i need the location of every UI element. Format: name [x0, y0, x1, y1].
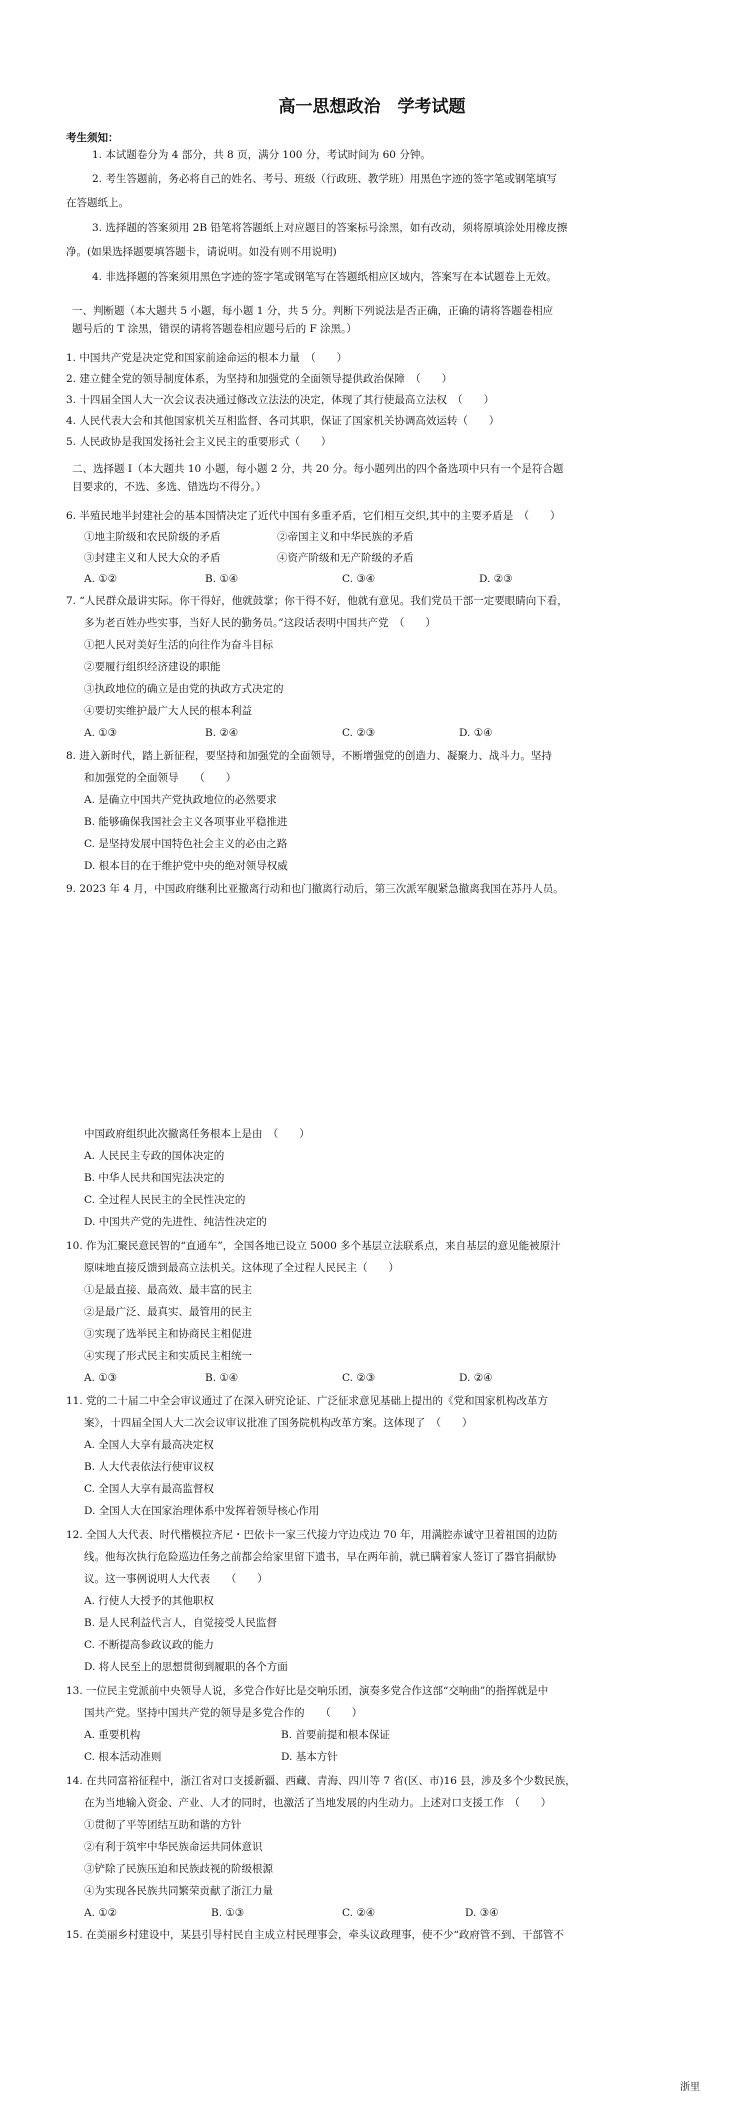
q9-option-d: D. 中国共产党的先进性、纯洁性决定的	[84, 1216, 267, 1228]
q10-choice-b: B. ①④	[205, 1372, 239, 1384]
q14-option-2: ②有利于筑牢中华民族命运共同体意识	[84, 1841, 263, 1853]
part2-intro-2: 目要求的，不选、多选、错选均不得分。）	[72, 481, 267, 493]
question-12-stem-2: 线。他每次执行危险巡边任务之前都会给家里留下遗书，早在两年前，就已瞒着家人签订了器官捐献协	[84, 1551, 557, 1563]
question-15-stem-1: 15. 在美丽乡村建设中，某县引导村民自主成立村民理事会，牵头议政理事，使不少“政府管不到、干部管不	[66, 1929, 564, 1941]
q6-choice-d: D. ②③	[479, 573, 513, 585]
question-14-stem-1: 14. 在共同富裕征程中，浙江省对口支援新疆、西藏、青海、四川等 7 省(区、市)16 县，涉及多个少数民族，	[66, 1775, 576, 1787]
q7-option-1: ①把人民对美好生活的向往作为奋斗目标	[84, 639, 273, 651]
q10-option-1: ①是最直接、最高效、最丰富的民主	[84, 1284, 252, 1296]
notice-line-3a: 3. 选择题的答案须用 2B 铅笔将答题纸上对应题目的答案标号涂黑，如有改动，须将原填涂处用橡皮擦	[92, 222, 568, 234]
question-8-stem-1: 8. 进入新时代，踏上新征程，要坚持和加强党的全面领导，不断增强党的创造力、凝聚力、战斗力。坚持	[66, 750, 552, 762]
question-4: 4. 人民代表大会和其他国家机关互相监督、各司其职，保证了国家机关协调高效运转（ ）	[66, 415, 500, 427]
question-2: 2. 建立健全党的领导制度体系，为坚持和加强党的全面领导提供政治保障 （ ）	[66, 373, 453, 385]
question-9-stem: 9. 2023 年 4 月，中国政府继利比亚撤离行动和也门撤离行动后，第三次派军舰紧急撤离我国在苏丹人员。	[66, 883, 564, 895]
notice-line-2a: 2. 考生答题前，务必将自己的姓名、考号、班级（行政班、教学班）用黑色字迹的签字笔或钢笔填写	[92, 173, 557, 185]
question-6-stem: 6. 半殖民地半封建社会的基本国情决定了近代中国有多重矛盾，它们相互交织,其中的主要矛盾是 （ ）	[66, 510, 561, 522]
q13-option-c: C. 根本活动准则	[84, 1751, 162, 1763]
question-14-stem-2: 在为当地输入资金、产业、人才的同时，也激活了当地发展的内生动力。上述对口支援工作 （ ）	[84, 1797, 552, 1809]
question-12-stem-3: 议。这一事例说明人大代表 （ ）	[84, 1573, 268, 1585]
q7-option-4: ④要切实维护最广大人民的根本利益	[84, 705, 252, 717]
q12-option-d: D. 将人民至上的思想贯彻到履职的各个方面	[84, 1661, 288, 1673]
question-7-stem-2: 多为老百姓办些实事，当好人民的勤务员。”这段话表明中国共产党 （ ）	[84, 617, 436, 629]
q14-choice-d: D. ③④	[465, 1907, 499, 1919]
q6-choice-a: A. ①②	[84, 573, 118, 585]
q6-option-3: ③封建主义和人民大众的矛盾	[84, 552, 221, 564]
question-11-stem-1: 11. 党的二十届二中全会审议通过了在深入研究论证、广泛征求意见基础上提出的《党和国家机构改革方	[66, 1395, 549, 1407]
q7-choice-c: C. ②③	[342, 727, 376, 739]
question-12-stem-1: 12. 全国人大代表、时代楷模拉齐尼・巴依卡一家三代接力守边戍边 70 年，用满腔赤诚守卫着祖国的边防	[66, 1529, 558, 1541]
notice-heading: 考生须知：	[66, 132, 119, 144]
q8-option-d: D. 根本目的在于维护党中央的绝对领导权威	[84, 860, 288, 872]
q10-choice-a: A. ①③	[84, 1372, 118, 1384]
notice-line-1: 1. 本试题卷分为 4 部分，共 8 页，满分 100 分，考试时间为 60 分钟。	[92, 149, 431, 161]
question-10-stem-2: 原味地直接反馈到最高立法机关。这体现了全过程人民民主（ ）	[84, 1262, 399, 1274]
page-footer: 浙里	[680, 2082, 700, 2093]
q12-option-a: A. 行使人大授予的其他职权	[84, 1595, 214, 1607]
question-7-stem-1: 7. “人民群众最讲实际。你干得好，他就鼓掌；你干得不好，他就有意见。我们党员干部一定要眼睛向下看，	[66, 595, 568, 607]
q13-option-b: B. 首要前提和根本保证	[281, 1729, 390, 1741]
q10-choice-d: D. ②④	[459, 1372, 493, 1384]
question-9-stem-2: 中国政府组织此次撤离任务根本上是由 （ ）	[84, 1128, 310, 1140]
part2-intro-1: 二、选择题 I（本大题共 10 小题，每小题 2 分，共 20 分。每小题列出的四个备选项中只有一个是符合题	[72, 463, 564, 475]
q8-option-b: B. 能够确保我国社会主义各项事业平稳推进	[84, 816, 288, 828]
part1-intro-2: 题号后的 T 涂黑，错误的请将答题卷相应题号后的 F 涂黑。）	[72, 323, 357, 335]
q6-option-4: ④资产阶级和无产阶级的矛盾	[277, 552, 414, 564]
q14-choice-b: B. ①③	[211, 1907, 245, 1919]
question-1: 1. 中国共产党是决定党和国家前途命运的根本力量 （ ）	[66, 352, 348, 364]
question-13-stem-1: 13. 一位民主党派前中央领导人说，多党合作好比是交响乐团，演奏多党合作这部“交响曲”的指挥就是中	[66, 1685, 549, 1697]
q6-option-1: ①地主阶级和农民阶级的矛盾	[84, 531, 221, 543]
q14-choice-a: A. ①②	[84, 1907, 118, 1919]
notice-line-4: 4. 非选择题的答案须用黑色字迹的签字笔或钢笔写在答题纸相应区域内，答案写在本试题卷上无效。	[92, 271, 557, 283]
q8-option-a: A. 是确立中国共产党执政地位的必然要求	[84, 794, 277, 806]
q7-choice-a: A. ①③	[84, 727, 118, 739]
question-5: 5. 人民政协是我国发扬社会主义民主的重要形式（ ）	[66, 436, 332, 448]
q10-choice-c: C. ②③	[342, 1372, 376, 1384]
q6-choice-b: B. ①④	[205, 573, 239, 585]
q13-option-a: A. 重要机构	[84, 1729, 141, 1741]
q6-choice-c: C. ③④	[342, 573, 376, 585]
q10-option-4: ④实现了形式民主和实质民主相统一	[84, 1350, 252, 1362]
question-10-stem-1: 10. 作为汇聚民意民智的“直通车”，全国各地已设立 5000 多个基层立法联系点，来自基层的意见能被原汁	[66, 1240, 561, 1252]
part1-intro-1: 一、判断题（本大题共 5 小题，每小题 1 分，共 5 分。判断下列说法是否正确，正确的请将答题卷相应	[72, 305, 554, 317]
q7-choice-d: D. ①④	[459, 727, 493, 739]
q9-option-a: A. 人民民主专政的国体决定的	[84, 1150, 225, 1162]
q10-option-3: ③实现了选举民主和协商民主相促进	[84, 1328, 252, 1340]
q11-option-a: A. 全国人大享有最高决定权	[84, 1439, 214, 1451]
q14-choice-c: C. ②④	[342, 1907, 376, 1919]
q6-option-2: ②帝国主义和中华民族的矛盾	[277, 531, 414, 543]
question-11-stem-2: 案》，十四届全国人大二次会议审议批准了国务院机构改革方案。这体现了 （ ）	[84, 1417, 473, 1429]
q7-choice-b: B. ②④	[205, 727, 239, 739]
q12-option-c: C. 不断提高参政议政的能力	[84, 1639, 214, 1651]
q14-option-3: ③铲除了民族压迫和民族歧视的阶级根源	[84, 1863, 273, 1875]
page-title: 高一思想政治 学考试题	[278, 97, 466, 117]
q12-option-b: B. 是人民利益代言人，自觉接受人民监督	[84, 1617, 277, 1629]
q9-option-c: C. 全过程人民民主的全民性决定的	[84, 1194, 246, 1206]
q8-option-c: C. 是坚持发展中国特色社会主义的必由之路	[84, 838, 288, 850]
notice-line-2b: 在答题纸上。	[66, 197, 129, 209]
q13-option-d: D. 基本方针	[281, 1751, 338, 1763]
q11-option-c: C. 全国人大享有最高监督权	[84, 1483, 214, 1495]
question-8-stem-2: 和加强党的全面领导 （ ）	[84, 772, 237, 784]
q7-option-2: ②要履行组织经济建设的职能	[84, 661, 221, 673]
q11-option-b: B. 人大代表依法行使审议权	[84, 1461, 214, 1473]
question-3: 3. 十四届全国人大一次会议表决通过修改立法法的决定，体现了其行使最高立法权 （ ）	[66, 394, 495, 406]
q11-option-d: D. 全国人大在国家治理体系中发挥着领导核心作用	[84, 1505, 320, 1517]
q7-option-3: ③执政地位的确立是由党的执政方式决定的	[84, 683, 284, 695]
q9-option-b: B. 中华人民共和国宪法决定的	[84, 1172, 225, 1184]
q10-option-2: ②是最广泛、最真实、最管用的民主	[84, 1306, 252, 1318]
q14-option-1: ①贯彻了平等团结互助和谐的方针	[84, 1819, 242, 1831]
question-13-stem-2: 国共产党。坚持中国共产党的领导是多党合作的 （ ）	[84, 1707, 363, 1719]
notice-line-3b: 净。(如果选择题要填答题卡，请说明。如没有则不用说明)	[66, 246, 337, 258]
q14-option-4: ④为实现各民族共同繁荣贡献了浙江力量	[84, 1885, 273, 1897]
